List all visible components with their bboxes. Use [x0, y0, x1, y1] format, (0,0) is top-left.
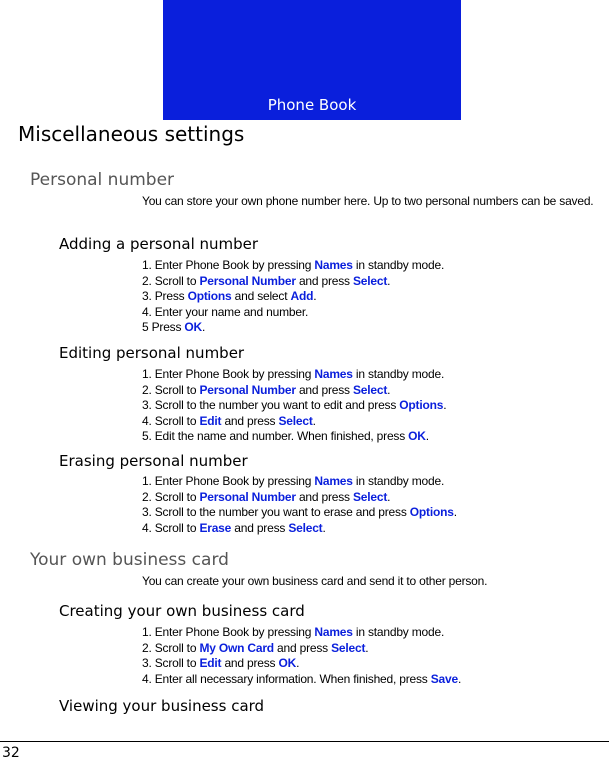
keyword: OK	[184, 320, 203, 334]
step-text: .	[365, 640, 369, 655]
keyword: Save	[430, 671, 458, 686]
step-text: 4. Scroll to	[142, 413, 200, 428]
keyword: Options	[187, 289, 232, 303]
keyword: Names	[314, 367, 353, 381]
keyword: My Own Card	[199, 640, 274, 655]
step-text: 1. Enter Phone Book by pressing	[142, 367, 315, 381]
step-text: 4. Enter all necessary information. When finished, press	[142, 671, 431, 686]
step-text: in standby mode.	[352, 367, 445, 381]
section-heading-personal-number: Personal number	[30, 170, 175, 190]
step-text: and press	[221, 656, 279, 670]
step-item	[142, 474, 457, 490]
step-item	[142, 490, 457, 506]
step-item	[142, 274, 444, 290]
header-banner	[163, 0, 461, 120]
step-text: .	[457, 671, 462, 686]
subheading-erasing: Erasing personal number	[59, 452, 248, 470]
keyword: Add	[290, 289, 314, 303]
step-text: .	[443, 398, 447, 412]
step-text: 2. Scroll to	[142, 273, 200, 288]
keyword: Personal Number	[199, 273, 296, 288]
editing-steps	[142, 367, 446, 445]
creating-steps	[142, 625, 461, 687]
keyword: Select	[352, 273, 388, 288]
keyword: Names	[314, 258, 353, 272]
subheading-adding: Adding a personal number	[59, 235, 259, 253]
step-text: .	[425, 429, 429, 443]
adding-steps	[142, 258, 444, 336]
step-text: 4. Scroll to	[142, 520, 200, 535]
step-item	[142, 625, 461, 641]
step-text: 2. Scroll to	[142, 640, 200, 655]
keyword: Edit	[199, 413, 222, 428]
step-text: .	[312, 413, 316, 428]
step-text: 5 Press	[142, 320, 185, 334]
step-item	[142, 414, 446, 430]
section-heading-business-card: Your own business card	[30, 550, 229, 570]
business-card-intro: You can create your own business card and send it to other person.	[142, 574, 488, 588]
step-item	[142, 305, 444, 321]
step-item	[142, 656, 461, 672]
keyword: Select	[288, 520, 323, 535]
keyword: Names	[314, 474, 353, 488]
step-item	[142, 289, 444, 305]
step-item	[142, 429, 446, 445]
subheading-editing: Editing personal number	[59, 344, 245, 362]
step-item	[142, 320, 444, 336]
step-text: .	[387, 489, 391, 504]
step-text: in standby mode.	[352, 474, 445, 488]
step-item	[142, 672, 461, 688]
step-text: 3. Scroll to the number you want to erase and press	[142, 505, 410, 519]
step-text: .	[387, 382, 391, 397]
step-text: 3. Press	[142, 289, 188, 303]
step-item	[142, 398, 446, 414]
step-text: 1. Enter Phone Book by pressing	[142, 474, 315, 488]
step-text: .	[296, 656, 300, 670]
step-text: 3. Scroll to	[142, 656, 200, 670]
keyword: Options	[399, 398, 444, 412]
step-text: and press	[273, 640, 332, 655]
step-text: 2. Scroll to	[142, 489, 200, 504]
step-text: 1. Enter Phone Book by pressing	[142, 258, 315, 272]
step-text: and select	[231, 289, 291, 303]
keyword: Names	[314, 625, 353, 639]
page-title: Miscellaneous settings	[18, 122, 245, 146]
keyword: OK	[408, 429, 426, 443]
step-text: in standby mode.	[352, 258, 445, 272]
page-number: 32	[2, 745, 20, 761]
step-text: 3. Scroll to the number you want to edit and press	[142, 398, 400, 412]
step-text: and press	[295, 273, 353, 288]
step-text: 2. Scroll to	[142, 382, 200, 397]
step-text: .	[387, 273, 391, 288]
keyword: Options	[409, 505, 454, 519]
step-text: .	[453, 505, 457, 519]
erasing-steps	[142, 474, 457, 536]
keyword: Personal Number	[199, 489, 296, 504]
step-item	[142, 367, 446, 383]
footer-divider	[0, 741, 609, 742]
step-text: and press	[295, 382, 353, 397]
header-title: Phone Book	[267, 96, 357, 114]
step-text: .	[322, 520, 326, 535]
step-text: 1. Enter Phone Book by pressing	[142, 625, 315, 639]
keyword: OK	[278, 656, 297, 670]
keyword: Select	[352, 489, 388, 504]
step-item	[142, 505, 457, 521]
keyword: Personal Number	[199, 382, 296, 397]
step-item	[142, 641, 461, 657]
keyword: Edit	[199, 656, 222, 670]
step-item	[142, 258, 444, 274]
personal-number-intro: You can store your own phone number here. Up to two personal numbers can be saved.	[142, 194, 594, 208]
step-item	[142, 383, 446, 399]
step-text: .	[202, 320, 206, 334]
step-text: and press	[231, 520, 289, 535]
step-text: 5. Edit the name and number. When finished, press	[142, 429, 409, 443]
step-text: and press	[221, 413, 279, 428]
subheading-creating: Creating your own business card	[59, 602, 305, 620]
keyword: Select	[331, 640, 366, 655]
step-text: 4. Enter your name and number.	[142, 304, 309, 319]
step-text: and press	[295, 489, 353, 504]
subheading-viewing: Viewing your business card	[59, 697, 265, 715]
step-text: in standby mode.	[352, 625, 445, 639]
keyword: Select	[278, 413, 313, 428]
keyword: Select	[352, 382, 388, 397]
keyword: Erase	[199, 520, 232, 535]
step-text: .	[313, 289, 317, 303]
step-item	[142, 521, 457, 537]
